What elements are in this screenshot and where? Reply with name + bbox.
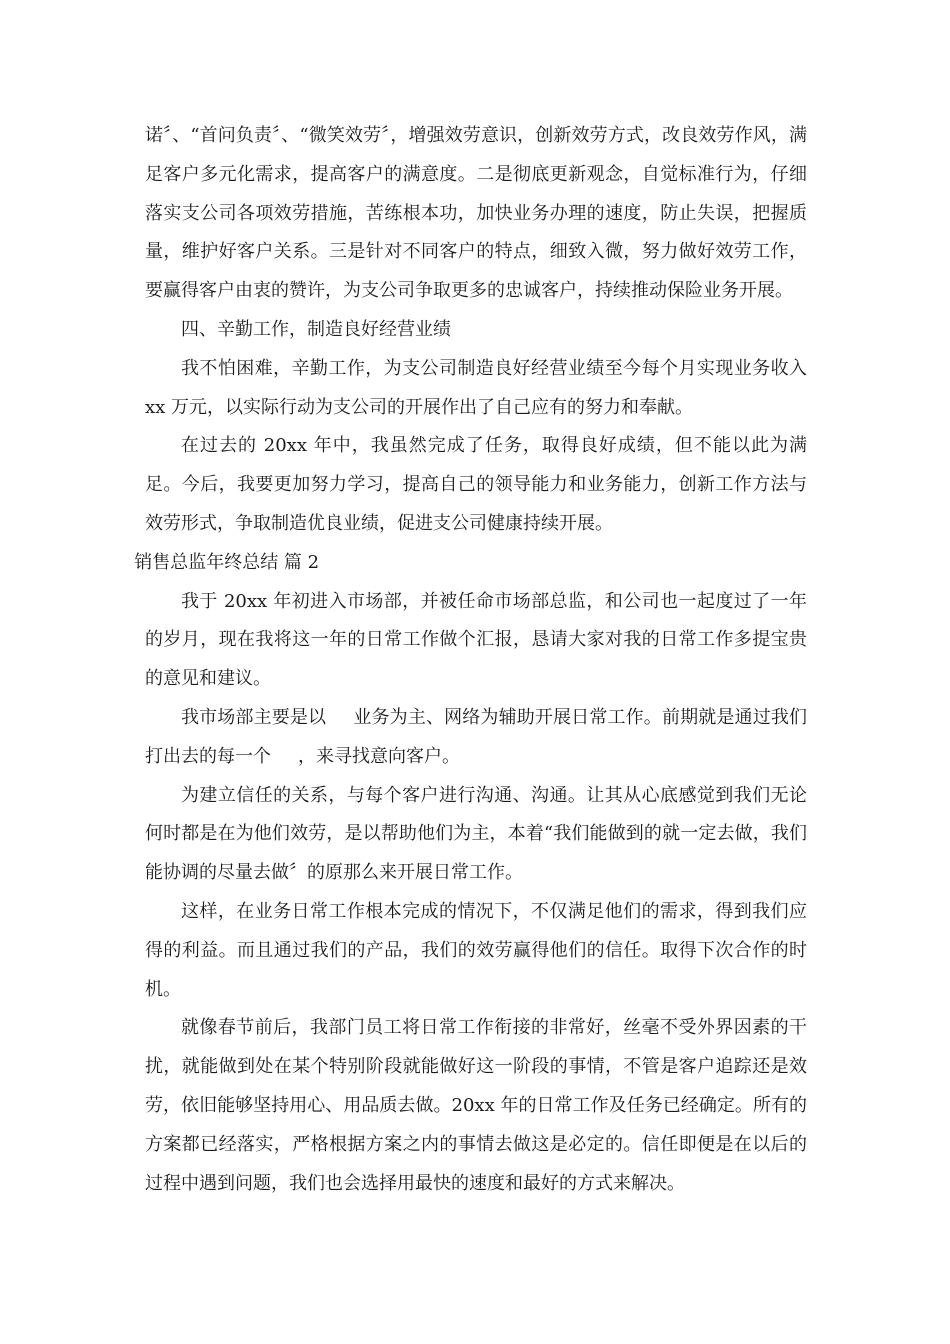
paragraph: 在过去的 20xx 年中，我虽然完成了任务，取得良好成绩，但不能以此为满足。今后，我要更加努力学习，提高自己的领导能力和业务能力，创新工作方法与效劳形式，争取制造优良业绩，促进支公司健康持续开展。: [145, 435, 807, 534]
section-heading: 四、辛勤工作，制造良好经营业绩: [181, 318, 451, 340]
paragraph-continuation: 诺〞、“首问负责〞、“微笑效劳〞，增强效劳意识，创新效劳方式，改良效劳作风，满足客户多元化需求，提高客户的满意度。二是彻底更新观念，自觉标准行为，仔细落实支公司各项效劳措施，苦练根本功，加快业务办理的速度，防止失误，把握质量，维护好客户关系。三是针对不同客户的特点，细致入微，努力做好效劳工作，要赢得客户由衷的赞许，为支公司争取更多的忠诚客户，持续推动保险业务开展。: [145, 125, 807, 302]
paragraph-part: 业务为主、网络为辅助开展日常工作。前期就是通过我们打出去的每一个: [145, 706, 808, 767]
article-title: 销售总监年终总结 篇 2: [134, 551, 320, 573]
paragraph-with-gaps: [145, 699, 807, 777]
paragraph: 这样，在业务日常工作根本完成的情况下，不仅满足他们的需求，得到我们应得的利益。而且通过我们的产品，我们的效劳赢得他们的信任。取得下次合作的时机。: [145, 900, 807, 1000]
paragraph: 就像春节前后，我部门员工将日常工作衔接的非常好，丝毫不受外界因素的干扰，就能做到处在某个特别阶段就能做好这一阶段的事情，不管是客户追踪还是效劳，依旧能够坚持用心、用品质去做。20xx 年的日常工作及任务已经确定。所有的方案都已经落实，严格根据方案之内的事情去做这是必定的。信任即便是在以后的过程中遇到问题，我们也会选择用最快的速度和最好的方式来解决。: [145, 1017, 807, 1194]
paragraph-part: 我市场部主要是以: [181, 706, 327, 728]
document-body: [134, 117, 808, 1203]
paragraph-part: ，来寻找意向客户。: [298, 745, 460, 767]
paragraph: 为建立信任的关系，与每个客户进行沟通、沟通。让其从心底感觉到我们无论何时都是在为他们效劳，是以帮助他们为主，本着“我们能做到的就一定去做，我们能协调的尽量去做〞的原那么来开展日常工作。: [145, 784, 807, 884]
paragraph: 我不怕困难，辛勤工作，为支公司制造良好经营业绩至今每个月实现业务收入 xx 万元，以实际行动为支公司的开展作出了自己应有的努力和奉献。: [145, 357, 807, 418]
paragraph: 我于 20xx 年初进入市场部，并被任命市场部总监，和公司也一起度过了一年的岁月，现在我将这一年的日常工作做个汇报，恳请大家对我的日常工作多提宝贵的意见和建议。: [145, 590, 807, 690]
